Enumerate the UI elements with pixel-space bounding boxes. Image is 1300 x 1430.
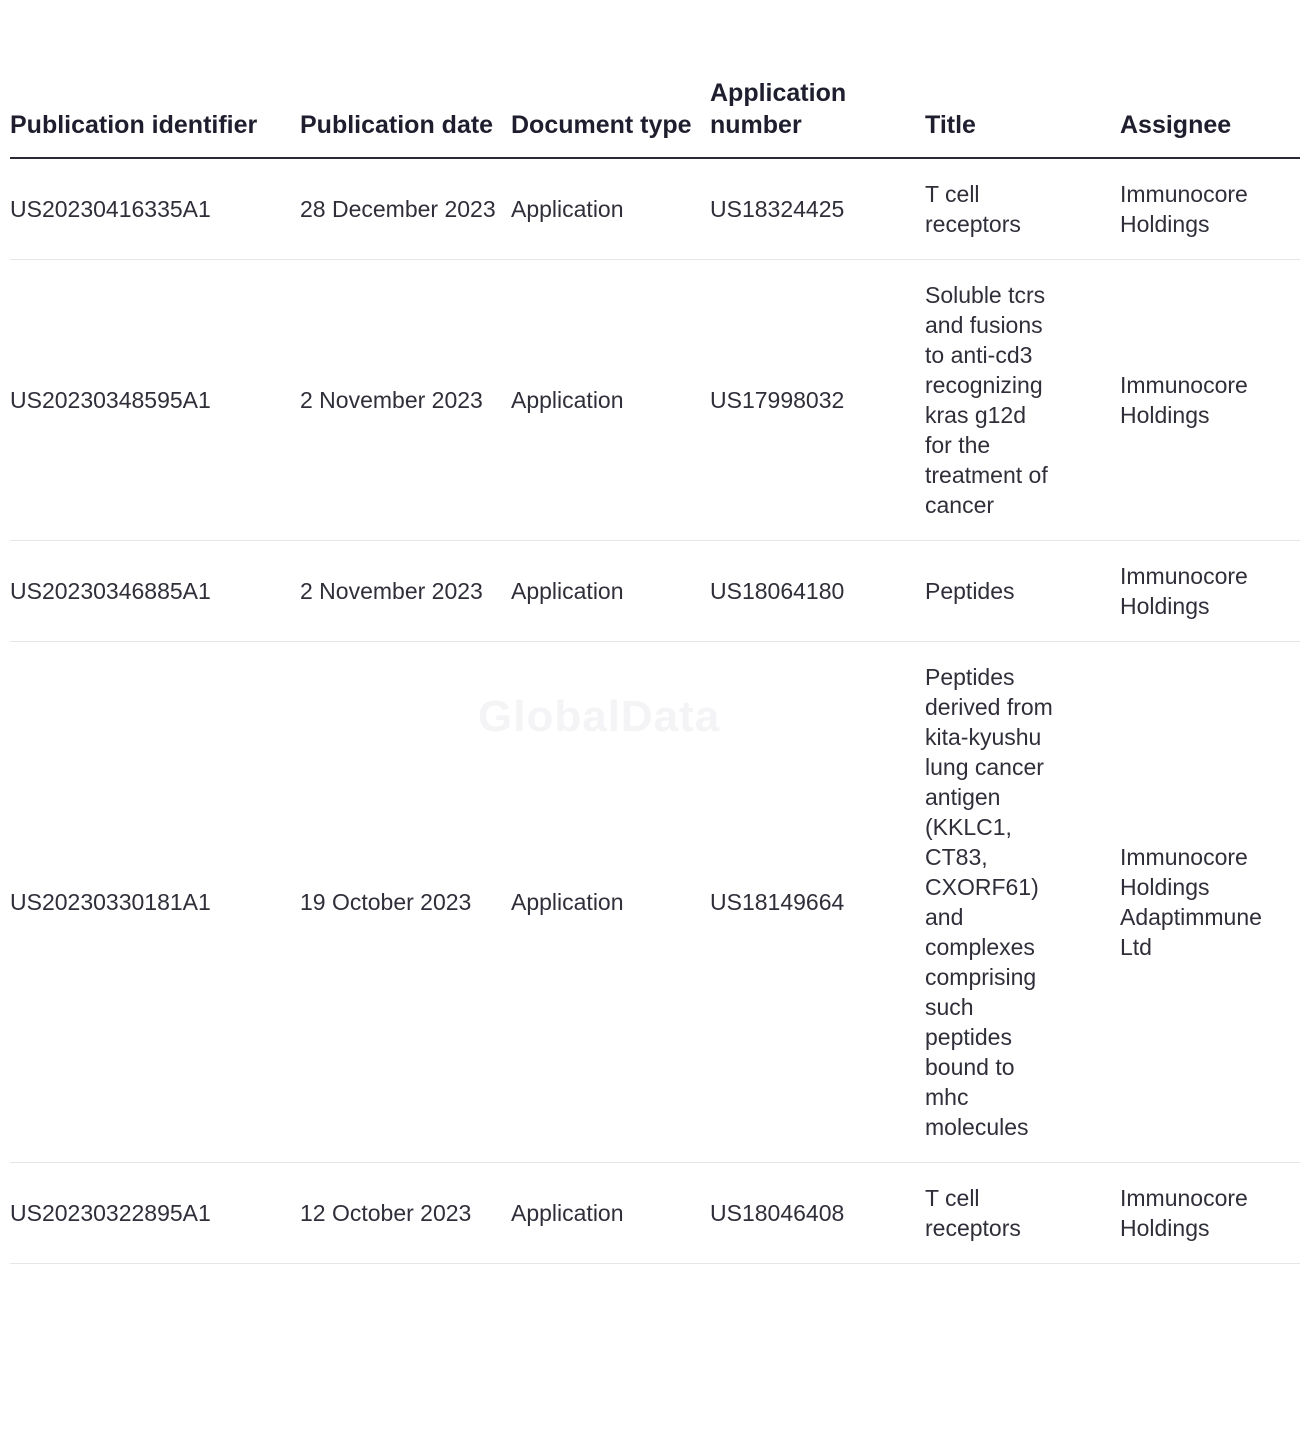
header-row [10,73,1300,158]
cell-document-type: Application [511,158,710,260]
table-row [10,1163,1300,1264]
cell-assignee: Immunocore Holdings [1120,541,1300,642]
cell-document-type: Application [511,642,710,1163]
header-document-type: Document type [511,73,710,158]
table-row [10,158,1300,260]
table-row [10,260,1300,541]
cell-document-type: Application [511,260,710,541]
cell-application-number: US17998032 [710,260,925,541]
header-assignee: Assignee [1120,73,1300,158]
cell-document-type: Application [511,541,710,642]
cell-publication-date: 12 October 2023 [300,1163,511,1264]
cell-publication-identifier: US20230330181A1 [10,642,300,1163]
cell-application-number: US18064180 [710,541,925,642]
header-publication-date: Publication date [300,73,511,158]
header-publication-identifier: Publication identifier [10,73,300,158]
header-application-number: Application number [710,73,925,158]
cell-application-number: US18149664 [710,642,925,1163]
cell-application-number: US18046408 [710,1163,925,1264]
patent-table [10,73,1300,1264]
cell-assignee: Immunocore Holdings Adaptimmune Ltd [1120,642,1300,1163]
cell-assignee: Immunocore Holdings [1120,1163,1300,1264]
cell-publication-date: 28 December 2023 [300,158,511,260]
cell-publication-identifier: US20230346885A1 [10,541,300,642]
watermark: GlobalData [478,692,721,741]
cell-document-type: Application [511,1163,710,1264]
cell-application-number: US18324425 [710,158,925,260]
cell-publication-date: 2 November 2023 [300,541,511,642]
cell-title: Peptides derived from kita-kyushu lung cancer antigen (KKLC1, CT83, CXORF61) and complexes comprising such peptides bound to mhc molecules [925,642,1120,1163]
table-viewport[interactable] [10,0,1262,1430]
cell-assignee: Immunocore Holdings [1120,260,1300,541]
cell-publication-identifier: US20230416335A1 [10,158,300,260]
cell-title: T cell receptors [925,158,1120,260]
table-body [10,158,1300,1264]
table-header [10,73,1300,158]
cell-title: Soluble tcrs and fusions to anti-cd3 recognizing kras g12d for the treatment of cancer [925,260,1120,541]
header-title: Title [925,73,1120,158]
cell-assignee: Immunocore Holdings [1120,158,1300,260]
cell-title: Peptides [925,541,1120,642]
cell-publication-date: 2 November 2023 [300,260,511,541]
cell-title: T cell receptors [925,1163,1120,1264]
table-row [10,642,1300,1163]
cell-publication-identifier: US20230322895A1 [10,1163,300,1264]
table-row [10,541,1300,642]
cell-publication-identifier: US20230348595A1 [10,260,300,541]
cell-publication-date: 19 October 2023 [300,642,511,1163]
